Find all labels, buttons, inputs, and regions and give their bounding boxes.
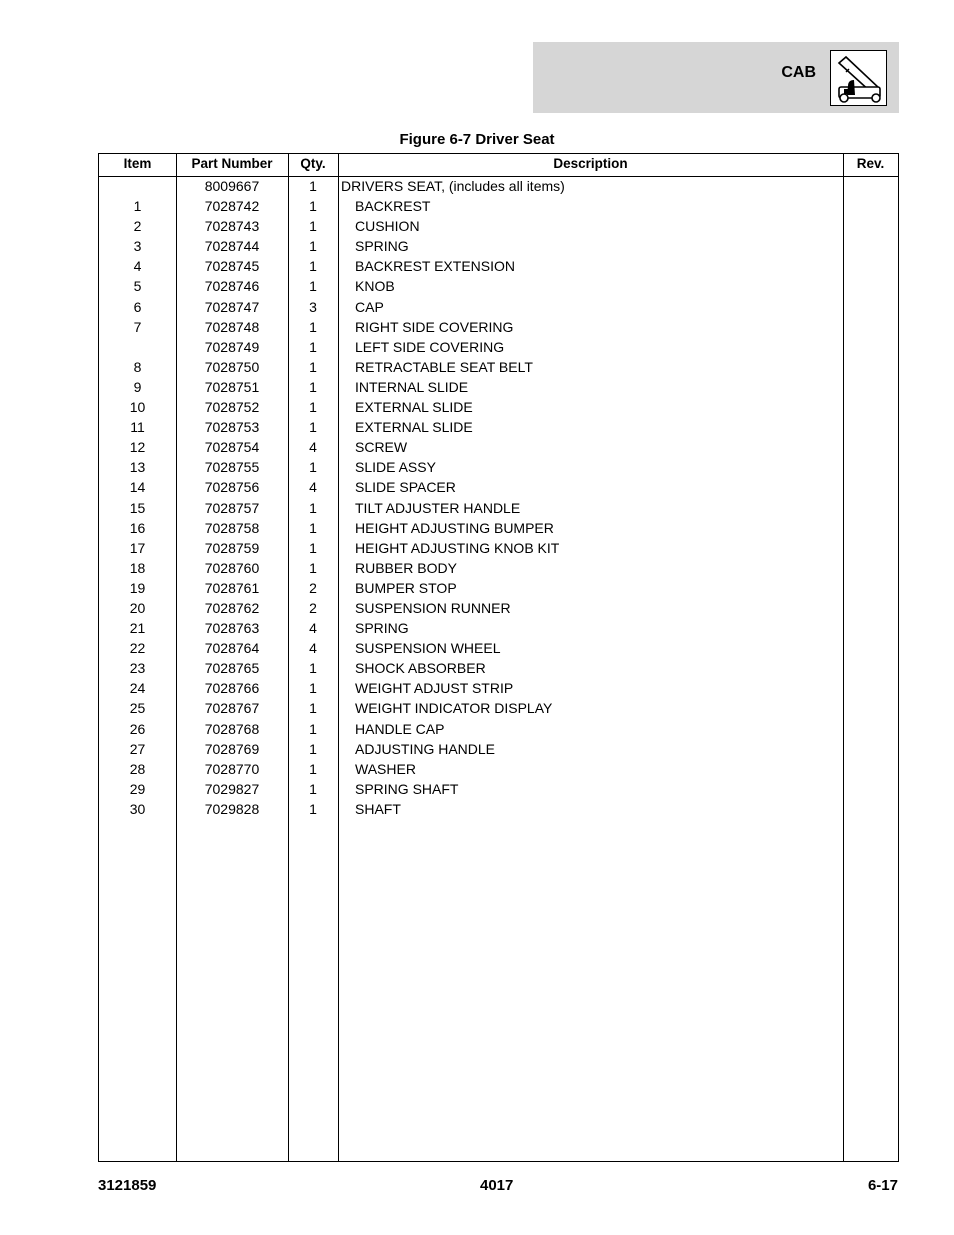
item-number-cell: 17 — [129, 539, 146, 556]
part-number-cell: 7028755 — [204, 459, 260, 476]
description-cell: SHOCK ABSORBER — [355, 660, 486, 677]
item-number-cell: 26 — [129, 720, 146, 737]
quantity-cell: 1 — [309, 178, 317, 194]
quantity-cell: 1 — [309, 720, 317, 737]
table-row — [99, 658, 898, 678]
description-cell: EXTERNAL SLIDE — [355, 419, 473, 436]
quantity-cell: 1 — [309, 198, 317, 215]
column-header-description: Description — [553, 156, 628, 171]
part-number-cell: 7028746 — [204, 278, 260, 295]
section-title: CAB — [781, 64, 816, 81]
item-number-cell: 9 — [133, 378, 142, 395]
description-cell: WEIGHT ADJUST STRIP — [355, 680, 514, 697]
item-number-cell: 23 — [129, 660, 146, 677]
part-number-cell: 7028761 — [204, 579, 260, 596]
parts-table — [98, 153, 899, 1162]
page-number: 6-17 — [867, 1177, 898, 1194]
description-cell: SLIDE SPACER — [355, 479, 456, 496]
part-number-cell: 7028767 — [204, 700, 260, 717]
quantity-cell: 1 — [309, 218, 317, 235]
description-cell: SPRING — [355, 620, 409, 637]
description-cell: CAP — [355, 298, 384, 315]
quantity-cell: 1 — [309, 399, 317, 416]
part-number-cell: 7028751 — [204, 378, 260, 395]
item-number-cell: 15 — [129, 499, 146, 516]
table-row — [99, 397, 898, 417]
description-cell: INTERNAL SLIDE — [355, 378, 469, 395]
description-cell: SPRING SHAFT — [355, 780, 459, 797]
item-number-cell: 16 — [129, 519, 146, 536]
item-number-cell: 2 — [133, 218, 142, 235]
description-cell: LEFT SIDE COVERING — [355, 338, 505, 355]
table-row — [99, 739, 898, 759]
item-number-cell: 22 — [129, 640, 146, 657]
quantity-cell: 1 — [309, 780, 317, 797]
description-cell: WEIGHT INDICATOR DISPLAY — [355, 700, 553, 717]
item-number-cell: 20 — [129, 599, 146, 616]
description-cell: HEIGHT ADJUSTING BUMPER — [355, 519, 554, 536]
table-row — [99, 638, 898, 658]
model-number: 4017 — [480, 1177, 514, 1194]
description-cell: BACKREST — [355, 198, 431, 215]
part-number-cell: 7028764 — [204, 640, 260, 657]
figure-title: Figure 6-7 Driver Seat — [399, 131, 555, 148]
quantity-cell: 4 — [309, 620, 317, 637]
part-number-cell: 7028747 — [204, 298, 260, 315]
part-number-cell: 7028757 — [204, 499, 260, 516]
table-row — [99, 457, 898, 477]
part-number-cell: 7028754 — [204, 439, 260, 456]
quantity-cell: 1 — [309, 760, 317, 777]
description-cell: SHAFT — [355, 800, 401, 817]
description-cell: RIGHT SIDE COVERING — [355, 318, 514, 335]
part-number-cell: 7028748 — [204, 318, 260, 335]
quantity-cell: 1 — [309, 318, 317, 335]
section-header-tab — [533, 42, 899, 113]
table-row — [99, 377, 898, 397]
table-row — [99, 518, 898, 538]
table-row — [99, 477, 898, 497]
table-row — [99, 558, 898, 578]
part-number-cell: 7028745 — [204, 258, 260, 275]
part-number-cell: 7028750 — [204, 358, 260, 375]
description-cell: DRIVERS SEAT, (includes all items) — [341, 178, 565, 194]
item-number-cell: 27 — [129, 740, 146, 757]
description-cell: SLIDE ASSY — [355, 459, 436, 476]
table-row — [99, 236, 898, 256]
column-header-part-number: Part Number — [191, 156, 273, 171]
item-number-cell: 28 — [129, 760, 146, 777]
item-number-cell: 14 — [129, 479, 146, 496]
table-row — [99, 618, 898, 638]
description-cell: SCREW — [355, 439, 408, 456]
table-row — [99, 276, 898, 296]
table-row — [99, 578, 898, 598]
part-number-cell: 8009667 — [204, 178, 260, 194]
table-row — [99, 719, 898, 739]
part-number-cell: 7028770 — [204, 760, 260, 777]
table-row — [99, 779, 898, 799]
description-cell: CUSHION — [355, 218, 420, 235]
table-row — [99, 759, 898, 779]
item-number-cell: 30 — [129, 800, 146, 817]
part-number-cell: 7028769 — [204, 740, 260, 757]
description-cell: HEIGHT ADJUSTING KNOB KIT — [355, 539, 560, 556]
part-number-cell: 7028758 — [204, 519, 260, 536]
description-cell: BUMPER STOP — [355, 579, 457, 596]
column-header-qty: Qty. — [300, 156, 326, 171]
item-number-cell: 8 — [133, 358, 142, 375]
telehandler-cab-icon — [830, 50, 887, 106]
part-number-cell: 7028752 — [204, 399, 260, 416]
quantity-cell: 1 — [309, 700, 317, 717]
part-number-cell: 7028743 — [204, 218, 260, 235]
part-number-cell: 7028756 — [204, 479, 260, 496]
description-cell: SUSPENSION RUNNER — [355, 599, 511, 616]
description-cell: SPRING — [355, 238, 409, 255]
item-number-cell: 19 — [129, 579, 146, 596]
quantity-cell: 1 — [309, 519, 317, 536]
part-number-cell: 7028742 — [204, 198, 260, 215]
table-row — [99, 598, 898, 618]
table-row — [99, 678, 898, 698]
description-cell: RUBBER BODY — [355, 559, 457, 576]
part-number-cell: 7028744 — [204, 238, 260, 255]
item-number-cell: 21 — [129, 620, 146, 637]
description-cell: WASHER — [355, 760, 416, 777]
document-number: 3121859 — [98, 1177, 157, 1194]
quantity-cell: 2 — [309, 599, 317, 616]
item-number-cell: 1 — [133, 198, 142, 215]
quantity-cell: 4 — [309, 479, 317, 496]
part-number-cell: 7028753 — [204, 419, 260, 436]
item-number-cell: 7 — [133, 318, 142, 335]
part-number-cell: 7028766 — [204, 680, 260, 697]
quantity-cell: 1 — [309, 539, 317, 556]
part-number-cell: 7028763 — [204, 620, 260, 637]
quantity-cell: 1 — [309, 459, 317, 476]
part-number-cell: 7029828 — [204, 800, 260, 817]
item-number-cell: 10 — [129, 399, 146, 416]
description-cell: SUSPENSION WHEEL — [355, 640, 501, 657]
part-number-cell: 7028762 — [204, 599, 260, 616]
quantity-cell: 1 — [309, 680, 317, 697]
part-number-cell: 7028749 — [204, 338, 260, 355]
table-row — [99, 417, 898, 437]
part-number-cell: 7028760 — [204, 559, 260, 576]
column-header-item: Item — [123, 156, 152, 171]
part-number-cell: 7028765 — [204, 660, 260, 677]
item-number-cell: 25 — [129, 700, 146, 717]
description-cell: BACKREST EXTENSION — [355, 258, 516, 275]
table-row — [99, 698, 898, 718]
description-cell: EXTERNAL SLIDE — [355, 399, 473, 416]
quantity-cell: 3 — [309, 298, 317, 315]
table-row — [99, 437, 898, 457]
table-row — [99, 256, 898, 276]
table-body — [99, 176, 898, 819]
table-row — [99, 196, 898, 216]
quantity-cell: 1 — [309, 238, 317, 255]
item-number-cell: 3 — [133, 238, 142, 255]
item-number-cell: 29 — [129, 780, 146, 797]
quantity-cell: 1 — [309, 800, 317, 817]
description-cell: TILT ADJUSTER HANDLE — [355, 499, 521, 516]
quantity-cell: 1 — [309, 419, 317, 436]
description-cell: HANDLE CAP — [355, 720, 445, 737]
item-number-cell: 4 — [133, 258, 142, 275]
item-number-cell: 13 — [129, 459, 146, 476]
quantity-cell: 1 — [309, 740, 317, 757]
part-number-cell: 7028768 — [204, 720, 260, 737]
quantity-cell: 1 — [309, 278, 317, 295]
table-row — [99, 176, 898, 196]
column-header-rev: Rev. — [856, 156, 885, 171]
item-number-cell: 24 — [129, 680, 146, 697]
item-number-cell: 11 — [130, 419, 145, 436]
description-cell: ADJUSTING HANDLE — [355, 740, 496, 757]
table-row — [99, 498, 898, 518]
quantity-cell: 1 — [309, 660, 317, 677]
quantity-cell: 1 — [309, 559, 317, 576]
table-row — [99, 337, 898, 357]
item-number-cell: 6 — [133, 298, 142, 315]
quantity-cell: 4 — [309, 439, 317, 456]
part-number-cell: 7029827 — [204, 780, 260, 797]
table-row — [99, 357, 898, 377]
table-row — [99, 216, 898, 236]
table-row — [99, 297, 898, 317]
quantity-cell: 1 — [309, 338, 317, 355]
item-number-cell: 5 — [133, 278, 142, 295]
item-number-cell: 12 — [129, 439, 146, 456]
quantity-cell: 1 — [309, 258, 317, 275]
table-row — [99, 317, 898, 337]
table-row — [99, 799, 898, 819]
quantity-cell: 4 — [309, 640, 317, 657]
quantity-cell: 1 — [309, 499, 317, 516]
description-cell: KNOB — [355, 278, 395, 295]
item-number-cell: 18 — [129, 559, 146, 576]
description-cell: RETRACTABLE SEAT BELT — [355, 358, 533, 375]
table-row — [99, 538, 898, 558]
quantity-cell: 1 — [309, 378, 317, 395]
quantity-cell: 1 — [309, 358, 317, 375]
part-number-cell: 7028759 — [204, 539, 260, 556]
quantity-cell: 2 — [309, 579, 317, 596]
